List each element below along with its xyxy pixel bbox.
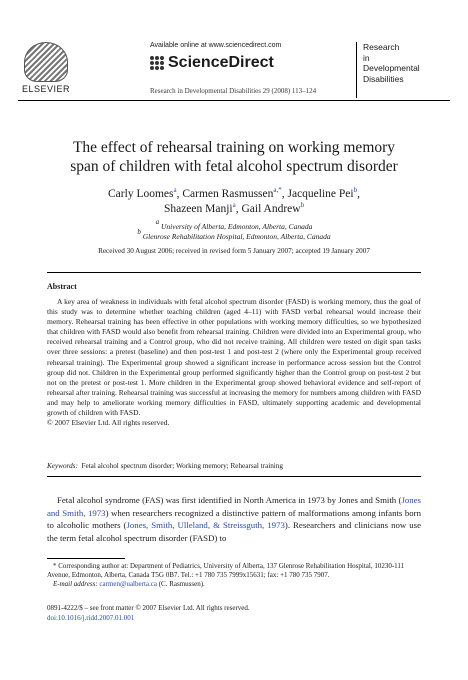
footnote-rule [47,558,125,559]
author-name: Gail Andrew [241,203,301,215]
email-suffix: (C. Rasmussen). [158,580,205,589]
abstract-body [47,297,421,428]
journal-citation: Research in Developmental Disabilities 29 (2008) 113–124 [150,87,317,95]
journal-box-line: in [363,52,370,63]
author-affil-mark[interactable]: b [353,186,358,194]
email-label: E-mail address: [53,580,98,589]
article-title [40,138,428,176]
body-paragraph: Fetal alcohol syndrome (FAS) was first identified in North America in 1973 by Jones and Smith (Jones and Smith, 1973) when researchers recognized a distinctive pattern of malformations among infants born to alcoholic mothers (Jones, Smith, Ulleland, & Streissguth, 1973). Researchers and clinicians now use the term fetal alcohol spectrum disorder (FASD) to [47,495,422,543]
affiliation-item: $^a$ University of Alberta, Edmonton, Alberta, Canada [155,218,313,231]
author-affil-mark[interactable]: b [300,201,305,209]
corresponding-author-note: * Corresponding author at: Department of Pediatrics, University of Alberta, 137 Glenrose Rehabilitation Hospital, 10230-111 Avenue, Edmonton, Alberta, Canada T5G 0B7. Tel.: +1 780 735 7999x15631; fax: +1 780 735 7907. [47,562,405,580]
email-note [47,580,421,589]
elsevier-logo [18,42,74,100]
issn-line: 0891-4222/$ – see front matter © 2007 Elsevier Ltd. All rights reserved. [47,604,250,612]
citation-link[interactable]: Jones, Smith, Ulleland, & Streissguth, 1973 [126,520,285,531]
author-list: Carly Loomes$^a$, Carmen Rasmussen$^{a,*}$, Jacqueline Pei$^b$, Shazeen Manji$^a$, Gail Andrew$^b$ [108,186,360,215]
header-rule [18,100,450,101]
citation-link[interactable]: Jones and Smith, 1973 [47,495,421,518]
affiliations [40,218,428,242]
author-affil-mark[interactable]: a [173,186,177,194]
author-name: Carly Loomes [108,188,174,200]
sciencedirect-brand[interactable] [150,54,274,72]
keywords-list: Fetal alcohol spectrum disorder; Working memory; Rehearsal training [81,462,283,470]
abstract-bottom-rule [47,476,421,477]
sciencedirect-dots-icon [150,56,164,70]
article-dates: Received 30 August 2006; received in revised form 5 January 2007; accepted 19 January 2007 [98,247,370,255]
keywords-label: Keywords: [47,462,78,470]
elsevier-wordmark: ELSEVIER [21,84,71,94]
issn-block [47,604,421,623]
article-title-line: The effect of rehearsal training on working memory [72,139,396,156]
article-title-line: span of children with fetal alcohol spectrum disorder [70,158,398,175]
author-affil-mark[interactable]: a,* [273,186,282,194]
author-name: Jacqueline Pei [287,188,354,200]
journal-box-line: Research [363,42,400,52]
affiliation-item: $^b$ Glenrose Rehabilitation Hospital, Edmonton, Alberta, Canada [137,228,331,241]
keywords [47,462,421,470]
journal-box-line: Developmental [363,63,420,73]
abstract-text: A key area of weakness in individuals with fetal alcohol spectrum disorder (FASD) is working memory, thus the goal of this study was to determine whether teaching children (aged 4–11) with FASD verbal rehearsal would increase their memory. Rehearsal training has been effective in other populations with working memory difficulties, so we hypothesized that children with FASD would also benefit from rehearsal training. Children were divided into an Experimental group, who received rehearsal training and a Control group, who did not receive training. All children were tested on digit span tasks over three sessions: a pretest (baseline) and then post-test 1 and post-test 2 (where only the Experimental group received rehearsal training). The Experimental group showed a significant increase in performance across session but the Control group did not. Children in the Experimental group performed significantly higher than the Control group on post-test 2 but not on the pretest or post-test 1. More children in the Experimental group showed behavioral evidence and self-report of rehearsal after training. Rehearsal training was successful at increasing the memory for numbers among children with FASD and may help to ameliorate working memory difficulties in FASD, ultimately supporting academic and developmental growth of children with FASD. [47,297,421,418]
doi-link[interactable]: doi:10.1016/j.ridd.2007.01.001 [47,613,135,622]
author-affil-mark[interactable]: a [232,201,236,209]
available-online-text: Available online at www.sciencedirect.com [150,42,282,49]
footnotes [47,562,421,590]
author-name: Carmen Rasmussen [182,188,274,200]
abstract-top-rule [47,272,421,273]
sciencedirect-name: ScienceDirect [168,54,274,71]
abstract-heading: Abstract [47,282,77,291]
journal-title-box [356,42,455,98]
abstract-copyright: © 2007 Elsevier Ltd. All rights reserved. [47,418,170,428]
journal-box-line: Disabilities [363,73,404,84]
email-link[interactable]: carmen@ualberta.ca [99,580,157,589]
elsevier-tree-icon [24,42,68,82]
author-name: Shazeen Manji [163,203,233,215]
